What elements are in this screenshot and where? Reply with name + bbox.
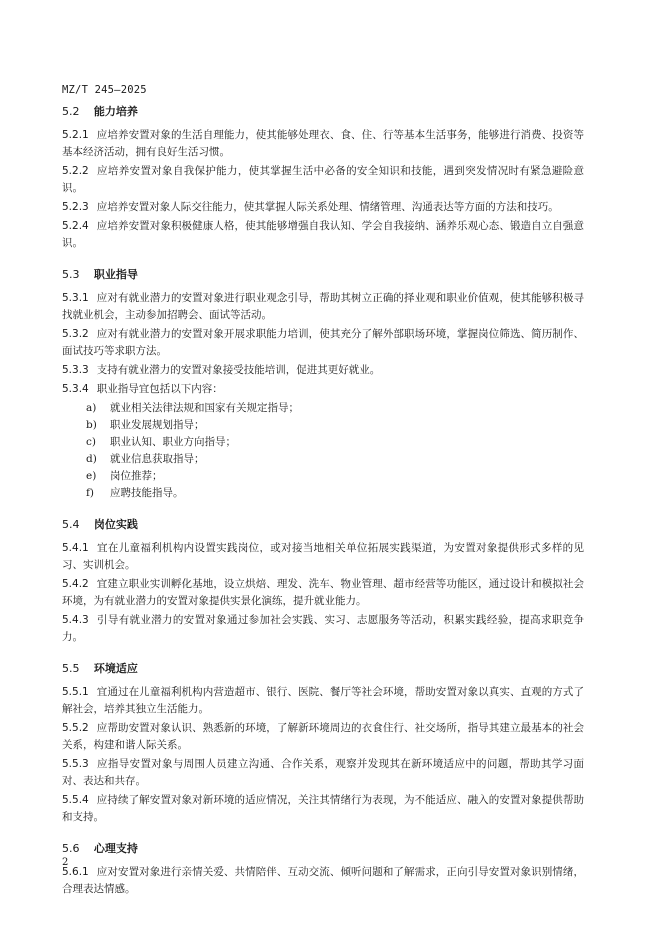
clause-number: 5.6.1 (62, 866, 89, 878)
clause-text: 应对安置对象进行亲情关爱、共情陪伴、互动交流、倾听问题和了解需求，正向引导安置对象识别情绪，合理表达情感。 (62, 866, 584, 895)
clause-5-2-2 (62, 163, 584, 197)
section-heading-5-2 (62, 103, 584, 119)
section-number: 5.5 (62, 662, 80, 675)
clause-5-3-4 (62, 381, 584, 398)
list-marker: c) (86, 436, 96, 448)
list-marker: f) (86, 487, 94, 499)
section-heading-5-3 (62, 266, 584, 282)
section-title: 能力培养 (93, 105, 138, 118)
clause-text: 应指导安置对象与周围人员建立沟通、合作关系，观察并发现其在新环境适应中的问题，帮助其学习面对、表达和共存。 (62, 758, 584, 787)
section-title: 岗位实践 (93, 518, 138, 531)
section-number: 5.3 (62, 268, 80, 281)
page-number: 2 (62, 857, 69, 868)
list-item (86, 417, 584, 434)
clause-number: 5.5.1 (62, 686, 89, 698)
clause-5-4-1 (62, 540, 584, 574)
clause-text: 应培养安置对象积极健康人格，使其能够增强自我认知、学会自我接纳、涵养乐观心态、锻造自立自强意识。 (62, 220, 584, 249)
document-page (62, 84, 584, 900)
clause-text: 应对有就业潜力的安置对象开展求职能力培训，使其充分了解外部职场环境，掌握岗位筛选、简历制作、面试技巧等求职方法。 (62, 328, 584, 357)
clause-5-2-4 (62, 218, 584, 252)
clause-text: 应帮助安置对象认识、熟悉新的环境，了解新环境周边的衣食住行、社交场所，指导其建立最基本的社会关系，构建和谐人际关系。 (62, 722, 584, 751)
clause-text: 支持有就业潜力的安置对象接受技能培训，促进其更好就业。 (96, 364, 381, 376)
clause-text: 应培养安置对象人际交往能力，使其掌握人际关系处理、情绪管理、沟通表达等方面的方法和技巧。 (96, 201, 559, 213)
clause-5-5-1 (62, 684, 584, 718)
clause-number: 5.2.1 (62, 129, 89, 141)
list-item (86, 400, 584, 417)
clause-number: 5.4.1 (62, 542, 89, 554)
clause-number: 5.3.2 (62, 328, 89, 340)
clause-5-2-3 (62, 199, 584, 216)
list-text: 就业相关法律法规和国家有关规定指导； (110, 402, 299, 414)
clause-number: 5.3.1 (62, 292, 89, 304)
list-marker: b) (86, 419, 97, 431)
section-number: 5.4 (62, 518, 80, 531)
section-title: 职业指导 (93, 268, 138, 281)
clause-5-5-3 (62, 756, 584, 790)
list-item (86, 451, 584, 468)
section-heading-5-4 (62, 516, 584, 532)
section-number: 5.2 (62, 105, 80, 118)
clause-text: 应持续了解安置对象对新环境的适应情况，关注其情绪行为表现，为不能适应、融入的安置对象提供帮助和支持。 (62, 794, 584, 823)
section-heading-5-5 (62, 660, 584, 676)
clause-5-4-3 (62, 612, 584, 646)
clause-number: 5.4.2 (62, 578, 89, 590)
clause-number: 5.5.3 (62, 758, 89, 770)
clause-number: 5.3.4 (62, 383, 89, 395)
clause-text: 应培养安置对象的生活自理能力，使其能够处理衣、食、住、行等基本生活事务，能够进行消费、投资等基本经济活动，拥有良好生活习惯。 (62, 129, 584, 158)
clause-number: 5.3.3 (62, 364, 89, 376)
list-item (86, 434, 584, 451)
clause-text: 宜建立职业实训孵化基地，设立烘焙、理发、洗车、物业管理、超市经营等功能区，通过设计和模拟社会环境，为有就业潜力的安置对象提供实景化演练，提升就业能力。 (62, 578, 584, 607)
clause-5-2-1 (62, 127, 584, 161)
guidance-list (86, 400, 584, 502)
clause-5-6-1 (62, 864, 584, 898)
list-item (86, 468, 584, 485)
list-text: 职业认知、职业方向指导； (110, 436, 236, 448)
clause-5-5-4 (62, 792, 584, 826)
list-text: 就业信息获取指导； (110, 453, 205, 465)
list-text: 岗位推荐； (110, 470, 163, 482)
clause-text: 引导有就业潜力的安置对象通过参加社会实践、实习、志愿服务等活动，积累实践经验，提高求职竞争力。 (62, 614, 584, 643)
clause-5-5-2 (62, 720, 584, 754)
clause-number: 5.2.3 (62, 201, 89, 213)
list-text: 职业发展规划指导； (110, 419, 205, 431)
section-title: 环境适应 (93, 662, 138, 675)
list-marker: a) (86, 402, 97, 414)
standard-code: MZ/T 245—2025 (62, 84, 147, 96)
list-marker: e) (86, 470, 97, 482)
clause-text: 宜在儿童福利机构内设置实践岗位，或对接当地相关单位拓展实践渠道，为安置对象提供形式多样的见习、实训机会。 (62, 542, 584, 571)
section-number: 5.6 (62, 842, 80, 855)
clause-5-3-3 (62, 362, 584, 379)
clause-text: 应对有就业潜力的安置对象进行职业观念引导，帮助其树立正确的择业观和职业价值观，使其能够积极寻找就业机会，主动参加招聘会、面试等活动。 (62, 292, 584, 321)
clause-text: 宜通过在儿童福利机构内营造超市、银行、医院、餐厅等社会环境，帮助安置对象以真实、直观的方式了解社会，培养其独立生活能力。 (62, 686, 584, 715)
clause-text: 应培养安置对象自我保护能力，使其掌握生活中必备的安全知识和技能，遇到突发情况时有紧急避险意识。 (62, 165, 584, 194)
clause-5-3-2 (62, 326, 584, 360)
list-marker: d) (86, 453, 97, 465)
clause-number: 5.4.3 (62, 614, 89, 626)
clause-5-4-2 (62, 576, 584, 610)
clause-text: 职业指导宜包括以下内容： (96, 383, 223, 395)
clause-number: 5.5.2 (62, 722, 89, 734)
section-title: 心理支持 (93, 842, 138, 855)
list-item (86, 485, 584, 502)
clause-5-3-1 (62, 290, 584, 324)
list-text: 应聘技能指导。 (110, 487, 184, 499)
clause-number: 5.2.4 (62, 220, 89, 232)
section-heading-5-6 (62, 840, 584, 856)
clause-number: 5.2.2 (62, 165, 89, 177)
clause-number: 5.5.4 (62, 794, 89, 806)
